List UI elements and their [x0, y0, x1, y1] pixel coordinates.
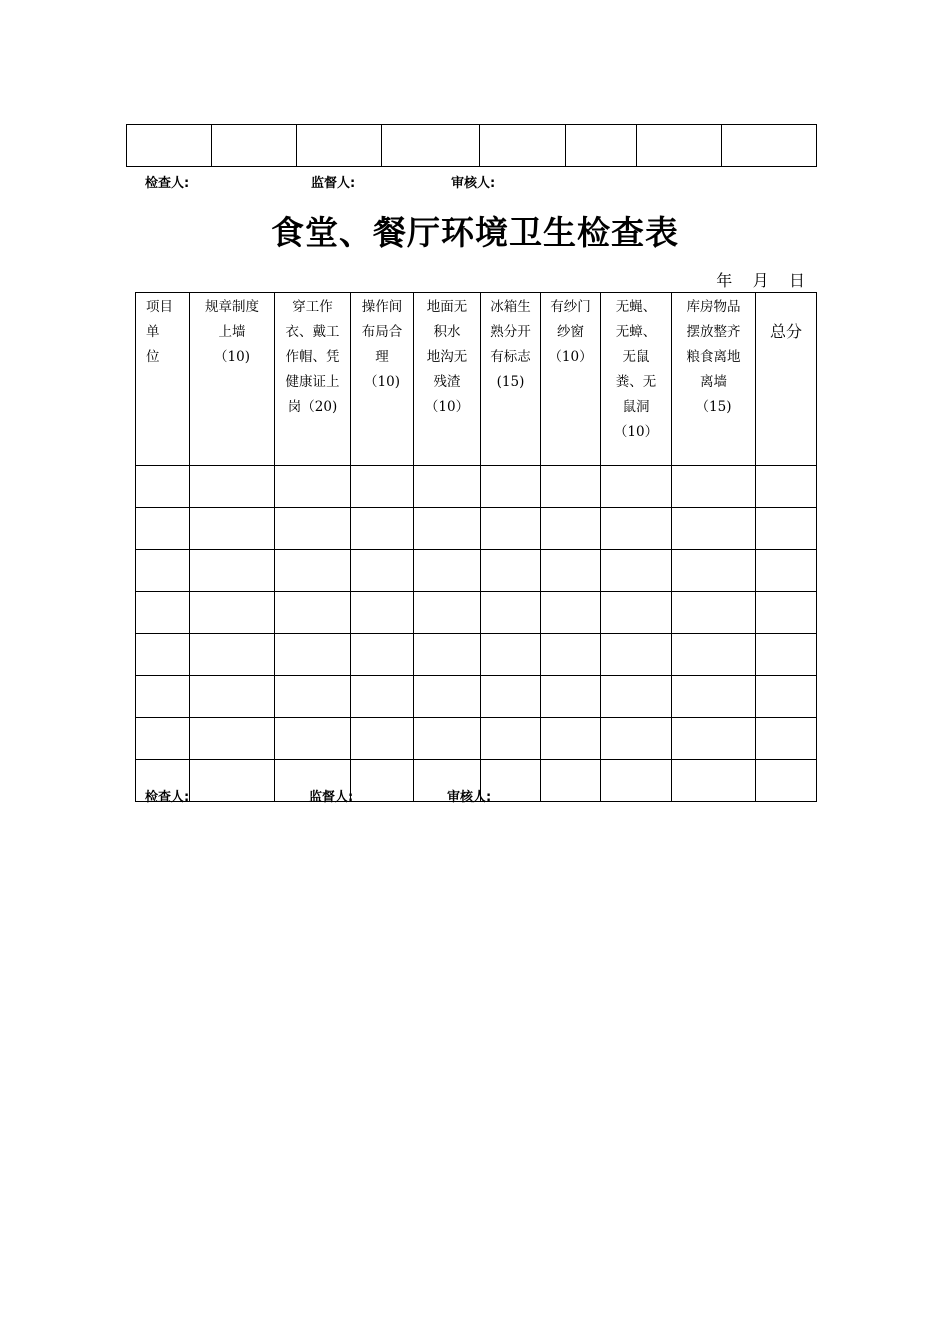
table-cell[interactable] — [672, 592, 756, 634]
table-cell[interactable] — [414, 550, 481, 592]
header-text: 地面无 — [426, 299, 468, 315]
table-cell[interactable] — [275, 592, 351, 634]
table-cell[interactable] — [136, 718, 190, 760]
table-cell[interactable] — [601, 550, 672, 592]
table-cell[interactable] — [601, 634, 672, 676]
table-cell[interactable] — [127, 125, 212, 167]
header-text: 操作间 — [361, 299, 403, 315]
header-text: （10) — [214, 349, 250, 365]
table-row — [136, 718, 817, 760]
inspection-table — [135, 292, 817, 802]
table-row — [136, 592, 817, 634]
header-cell — [756, 293, 817, 466]
table-cell[interactable] — [351, 718, 414, 760]
table-cell[interactable] — [190, 676, 275, 718]
supervisor-label: 监督人: — [309, 790, 354, 805]
header-text: 离墙 — [700, 374, 727, 390]
header-text: 摆放整齐 — [686, 324, 741, 340]
table-cell[interactable] — [190, 466, 275, 508]
header-cell — [136, 293, 190, 466]
header-text: 熟分开 — [490, 324, 531, 340]
header-cell — [190, 293, 275, 466]
table-cell[interactable] — [414, 634, 481, 676]
table-cell[interactable] — [136, 466, 190, 508]
table-cell[interactable] — [414, 466, 481, 508]
header-cell — [672, 293, 756, 466]
table-cell[interactable] — [541, 676, 601, 718]
table-cell[interactable] — [297, 125, 382, 167]
table-cell[interactable] — [481, 718, 541, 760]
table-row — [136, 676, 817, 718]
table-cell[interactable] — [722, 125, 817, 167]
table-cell[interactable] — [382, 125, 480, 167]
table-cell[interactable] — [601, 466, 672, 508]
table-cell[interactable] — [190, 550, 275, 592]
header-text: 作帽、凭 — [285, 349, 340, 365]
header-cell — [275, 293, 351, 466]
header-text: 无蟑、 — [615, 324, 657, 340]
table-cell[interactable] — [756, 508, 817, 550]
table-cell[interactable] — [601, 592, 672, 634]
header-text: 上墙 — [218, 324, 246, 340]
table-cell[interactable] — [601, 676, 672, 718]
table-cell[interactable] — [756, 676, 817, 718]
header-text: 粮食离地 — [686, 349, 741, 365]
header-text: 积水 — [433, 324, 461, 340]
top-blank-table — [126, 124, 817, 167]
header-text: 残渣 — [433, 374, 461, 390]
header-text: （10） — [548, 349, 593, 365]
header-text: 穿工作 — [292, 299, 333, 315]
header-text: 有纱门 — [550, 299, 591, 315]
reviewer-label: 审核人: — [451, 176, 496, 191]
table-cell[interactable] — [275, 508, 351, 550]
header-text: 无鼠 — [622, 349, 650, 365]
supervisor-label: 监督人: — [311, 176, 356, 191]
table-header-row — [136, 293, 817, 466]
header-text: 规章制度 — [205, 299, 259, 315]
table-cell[interactable] — [414, 676, 481, 718]
table-cell[interactable] — [351, 676, 414, 718]
table-cell[interactable] — [672, 634, 756, 676]
header-text: （10） — [424, 399, 470, 415]
table-cell[interactable] — [351, 466, 414, 508]
table-cell[interactable] — [351, 508, 414, 550]
table-row — [136, 634, 817, 676]
table-cell[interactable] — [541, 718, 601, 760]
table-cell[interactable] — [672, 550, 756, 592]
table-cell[interactable] — [351, 760, 414, 802]
table-cell[interactable] — [414, 592, 481, 634]
table-cell[interactable] — [756, 592, 817, 634]
header-text: 位 — [146, 349, 160, 365]
table-cell[interactable] — [136, 592, 190, 634]
table-cell[interactable] — [351, 634, 414, 676]
header-text: （10） — [613, 424, 659, 440]
table-cell[interactable] — [481, 508, 541, 550]
table-row — [136, 508, 817, 550]
header-text: 库房物品 — [686, 299, 741, 315]
table-cell[interactable] — [756, 718, 817, 760]
table-cell[interactable] — [190, 634, 275, 676]
table-cell[interactable] — [351, 592, 414, 634]
header-cell — [541, 293, 601, 466]
table-cell[interactable] — [190, 508, 275, 550]
table-cell[interactable] — [414, 508, 481, 550]
table-cell[interactable] — [672, 760, 756, 802]
table-cell[interactable] — [541, 508, 601, 550]
table-cell[interactable] — [275, 634, 351, 676]
header-cell — [601, 293, 672, 466]
table-cell[interactable] — [756, 466, 817, 508]
table-cell[interactable] — [275, 466, 351, 508]
table-cell[interactable] — [136, 634, 190, 676]
header-text: 健康证上 — [285, 374, 340, 390]
table-cell[interactable] — [566, 125, 637, 167]
table-cell[interactable] — [541, 760, 601, 802]
header-text: 理 — [375, 349, 389, 365]
table-cell[interactable] — [637, 125, 722, 167]
table-cell[interactable] — [480, 125, 566, 167]
header-text: 项目 — [146, 299, 173, 315]
table-cell[interactable] — [601, 760, 672, 802]
header-text: 岗（20) — [287, 399, 338, 415]
header-cell — [351, 293, 414, 466]
table-cell[interactable] — [481, 550, 541, 592]
table-cell[interactable] — [481, 466, 541, 508]
table-cell[interactable] — [136, 676, 190, 718]
table-cell[interactable] — [541, 592, 601, 634]
header-text: 冰箱生 — [490, 299, 531, 315]
table-cell[interactable] — [601, 718, 672, 760]
header-cell — [481, 293, 541, 466]
table-cell[interactable] — [351, 550, 414, 592]
inspector-label: 检查人: — [145, 176, 190, 191]
header-cell — [414, 293, 481, 466]
table-cell[interactable] — [541, 634, 601, 676]
header-text: 衣、戴工 — [285, 324, 340, 340]
table-row — [136, 466, 817, 508]
table-cell[interactable] — [756, 550, 817, 592]
table-cell[interactable] — [672, 466, 756, 508]
table-cell[interactable] — [190, 718, 275, 760]
header-text: 鼠洞 — [622, 399, 650, 415]
header-text: （15) — [695, 399, 732, 415]
table-cell[interactable] — [275, 550, 351, 592]
table-cell[interactable] — [756, 634, 817, 676]
table-cell[interactable] — [275, 718, 351, 760]
table-cell[interactable] — [756, 760, 817, 802]
header-text: 有标志 — [490, 349, 531, 365]
table-cell[interactable] — [481, 634, 541, 676]
header-text: 地沟无 — [426, 349, 468, 365]
table-cell[interactable] — [190, 760, 275, 802]
header-text: 总分 — [769, 322, 802, 341]
table-cell[interactable] — [414, 718, 481, 760]
page-title: 食堂、餐厅环境卫生检查表 — [271, 213, 679, 252]
table-cell[interactable] — [601, 508, 672, 550]
table-row — [127, 125, 817, 167]
header-text: (15) — [496, 374, 525, 390]
header-text: 粪、无 — [615, 374, 657, 390]
table-cell[interactable] — [672, 676, 756, 718]
table-cell[interactable] — [190, 592, 275, 634]
table-cell[interactable] — [541, 550, 601, 592]
header-text: 纱窗 — [557, 324, 584, 340]
table-cell[interactable] — [481, 676, 541, 718]
date-line: 年 月 日 — [716, 271, 805, 290]
header-text: 无蝇、 — [615, 299, 657, 315]
header-text: 布局合 — [361, 324, 403, 340]
table-cell[interactable] — [275, 676, 351, 718]
inspector-label: 检查人: — [145, 790, 190, 805]
header-text: 单 — [146, 324, 160, 340]
table-cell[interactable] — [136, 508, 190, 550]
table-cell[interactable] — [672, 718, 756, 760]
table-cell[interactable] — [672, 508, 756, 550]
table-cell[interactable] — [481, 592, 541, 634]
table-cell[interactable] — [136, 550, 190, 592]
table-cell[interactable] — [541, 466, 601, 508]
header-text: （10) — [364, 374, 400, 390]
table-cell[interactable] — [212, 125, 297, 167]
table-row — [136, 550, 817, 592]
reviewer-label: 审核人: — [447, 790, 492, 805]
